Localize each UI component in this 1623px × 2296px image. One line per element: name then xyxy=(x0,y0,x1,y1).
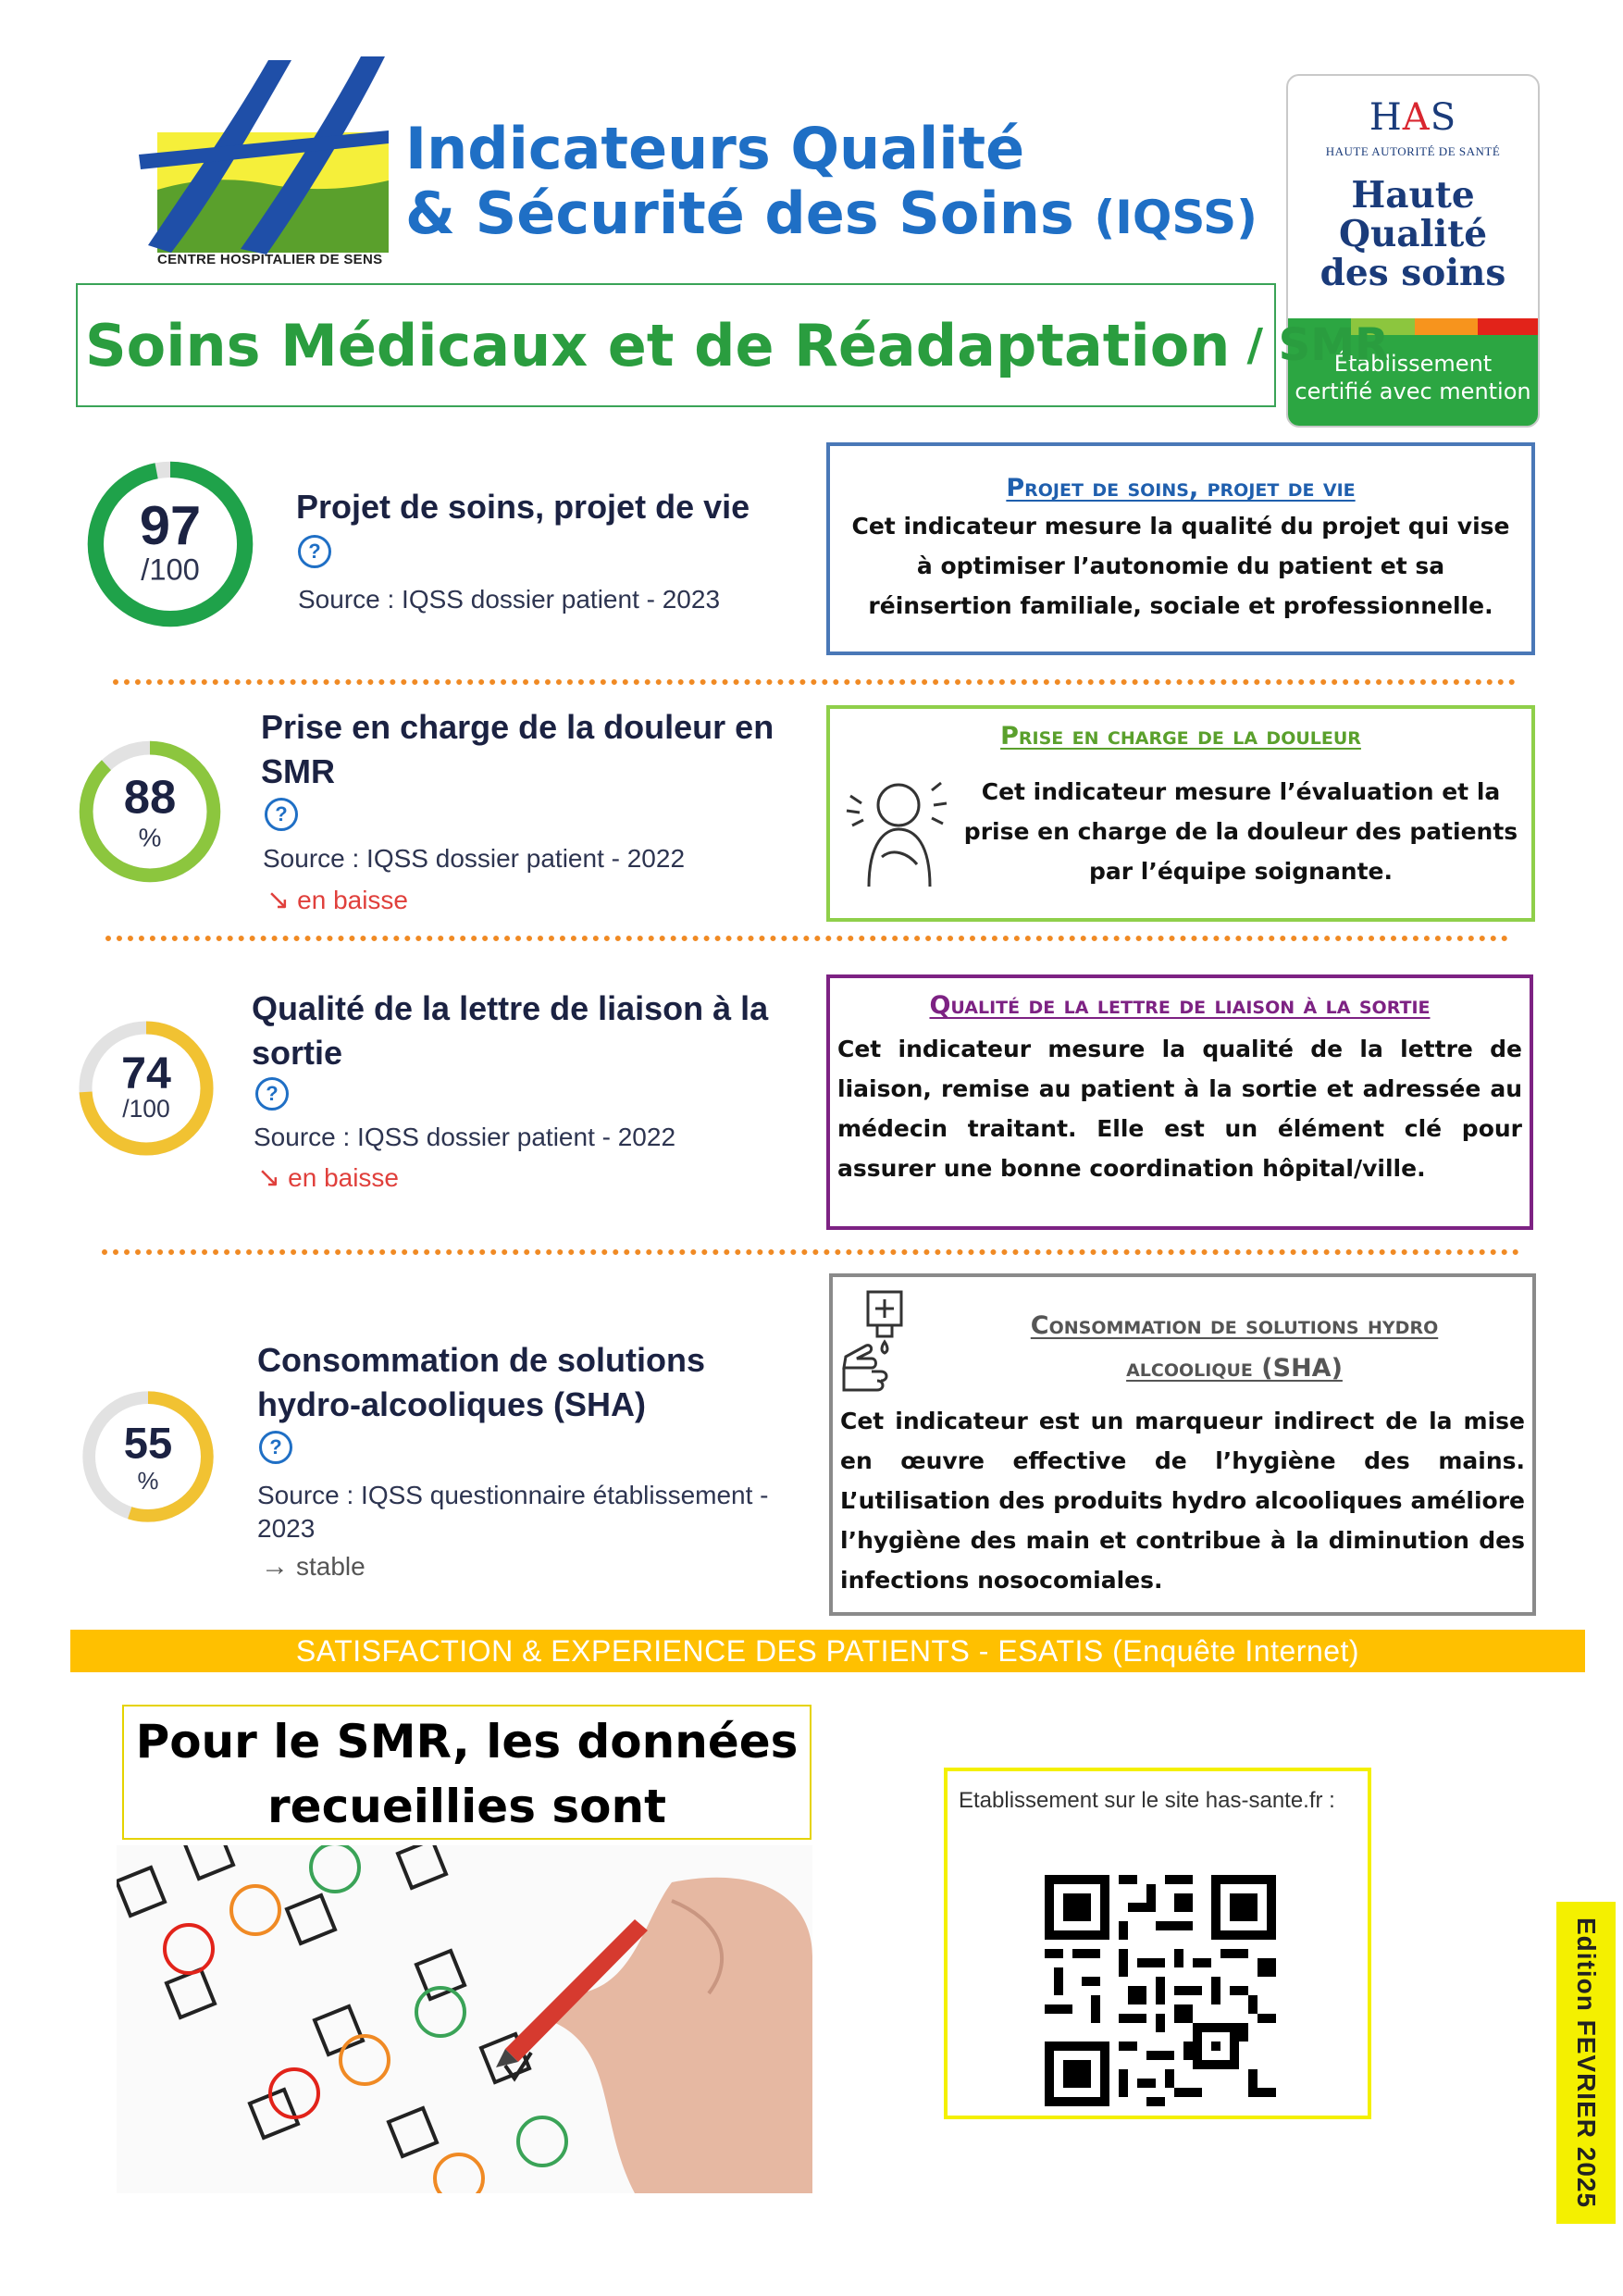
indicator-title-line1: Consommation de solutions xyxy=(257,1341,706,1379)
message-line1: Pour le SMR, les données xyxy=(135,1715,799,1769)
gauge-score: 55 xyxy=(123,1418,173,1468)
survey-checklist-image xyxy=(117,1845,812,2193)
has-cert-line2: certifié avec mention xyxy=(1295,379,1531,404)
has-label-line3: des soins xyxy=(1319,252,1506,294)
help-icon[interactable]: ? xyxy=(259,1431,292,1464)
qr-caption: Etablissement sur le site has-sante.fr : xyxy=(959,1788,1335,1813)
box-text: Cet indicateur mesure l’évaluation et la prise en charge de la douleur des patients par l’équipe soignante. xyxy=(963,778,1518,885)
indicator-title xyxy=(257,1338,812,1427)
trend-label: en baisse xyxy=(288,1163,400,1192)
trend-down-arrow-icon: ↘ xyxy=(257,1162,281,1193)
has-logo-h: H xyxy=(1369,96,1403,139)
hand-sanitizer-icon xyxy=(840,1288,929,1397)
has-cert-line1: Établissement xyxy=(1333,351,1493,377)
indicator-source: Source : IQSS dossier patient - 2023 xyxy=(298,585,721,614)
has-subtitle: HAUTE AUTORITÉ DE SANTÉ xyxy=(1325,144,1501,158)
help-icon[interactable]: ? xyxy=(255,1077,289,1111)
dotted-divider xyxy=(102,1249,1519,1255)
box-title: Projet de soins, projet de vie xyxy=(1006,474,1356,503)
header-title-text: & Sécurité des Soins xyxy=(405,180,1074,247)
indicator-title xyxy=(252,987,825,1075)
gauge-score: 88 xyxy=(123,770,177,824)
has-logo-a: A xyxy=(1402,96,1431,139)
indicator-title-line1: Qualité de la lettre de liaison à la xyxy=(252,989,769,1027)
trend-indicator xyxy=(266,884,408,916)
section-title-text: Soins Médicaux et de Réadaptation xyxy=(85,311,1231,379)
box-text: Cet indicateur mesure la qualité de la lettre de liaison, remise au patient à la sortie et adressée au médecin traitant. Elle est un élément clé pour assurer une bonne coordination hôpital/ville. xyxy=(837,1036,1522,1182)
indicator-title-line1: Projet de soins, projet de vie xyxy=(296,488,750,526)
has-label-line2: Qualité xyxy=(1338,213,1488,255)
indicator-source xyxy=(257,1479,769,1545)
indicator-title xyxy=(296,485,814,529)
box-text: Cet indicateur est un marqueur indirect de la mise en œuvre effective de l’hygiène des mains. L’utilisation des produits hydro alcooliques améliore l’hygiène des main et contribue à la diminution des infections nosocomiales. xyxy=(840,1408,1525,1594)
trend-down-arrow-icon: ↘ xyxy=(266,885,291,915)
has-label xyxy=(1288,176,1538,292)
edition-badge xyxy=(1556,1902,1616,2224)
indicator-description-box xyxy=(826,974,1533,1230)
score-gauge xyxy=(74,736,226,887)
hospital-logo xyxy=(130,51,398,273)
indicator-description-box xyxy=(826,442,1535,655)
score-gauge xyxy=(81,455,259,633)
dotted-divider xyxy=(113,679,1516,685)
header-title-line2 xyxy=(405,180,1258,247)
smr-insufficient-data-message xyxy=(122,1705,812,1840)
score-gauge xyxy=(78,1386,218,1527)
has-stripe-4 xyxy=(1478,318,1540,335)
indicator-description-box xyxy=(829,1273,1536,1616)
section-title xyxy=(76,283,1389,407)
help-icon[interactable]: ? xyxy=(298,535,331,568)
section-suffix: / SMR xyxy=(1246,319,1389,371)
indicator-title-line2: sortie xyxy=(252,1034,343,1072)
gauge-score: 97 xyxy=(139,494,202,556)
edition-label: Edition FEVRIER 2025 xyxy=(1572,1917,1601,2209)
gauge-score: 74 xyxy=(121,1049,171,1098)
indicator-title-line1: Prise en charge de la douleur en xyxy=(261,708,774,746)
trend-indicator xyxy=(261,1551,365,1582)
header-acronym: (IQSS) xyxy=(1094,191,1258,244)
indicator-source-line2: 2023 xyxy=(257,1514,316,1543)
indicator-title xyxy=(261,705,825,794)
has-label-line1: Haute xyxy=(1351,174,1475,217)
logo-caption: CENTRE HOSPITALIER DE SENS xyxy=(157,252,383,267)
header-title-line1: Indicateurs Qualité xyxy=(405,115,1025,182)
trend-stable-arrow-icon: → xyxy=(261,1551,289,1582)
indicator-title-line2: hydro-alcooliques (SHA) xyxy=(257,1385,647,1423)
has-logo-s: S xyxy=(1430,96,1457,139)
trend-label: stable xyxy=(296,1552,365,1581)
box-title: Qualité de la lettre de liaison à la sortie xyxy=(929,991,1431,1020)
gauge-unit: /100 xyxy=(122,1095,170,1123)
indicator-title-line2: SMR xyxy=(261,752,335,790)
indicator-source-line1: Source : IQSS questionnaire établissement - xyxy=(257,1481,769,1509)
trend-label: en baisse xyxy=(297,886,409,914)
gauge-unit: % xyxy=(137,1468,159,1495)
box-title-line2: alcoolique (SHA) xyxy=(1126,1354,1343,1383)
gauge-unit: % xyxy=(138,823,162,852)
box-text: Cet indicateur mesure la qualité du projet qui vise à optimiser l’autonomie du patient et sa réinsertion familiale, sociale et professionnelle. xyxy=(851,513,1510,619)
box-title xyxy=(944,1305,1525,1390)
indicator-description-box xyxy=(826,705,1535,922)
dotted-divider xyxy=(105,936,1508,941)
has-stripe-3 xyxy=(1415,318,1478,335)
help-icon[interactable]: ? xyxy=(265,798,298,831)
box-title-line1: Consommation de solutions hydro xyxy=(1030,1311,1439,1340)
message-line2: recueillies sont xyxy=(267,1780,666,1833)
indicator-source: Source : IQSS dossier patient - 2022 xyxy=(254,1123,676,1151)
qr-code-panel xyxy=(944,1768,1371,2119)
qr-code[interactable] xyxy=(1045,1875,1276,2106)
score-gauge xyxy=(74,1016,218,1160)
box-title: Prise en charge de la douleur xyxy=(1000,722,1361,751)
gauge-unit: /100 xyxy=(141,552,200,587)
trend-indicator xyxy=(257,1161,399,1194)
satisfaction-band: SATISFACTION & EXPERIENCE DES PATIENTS - ESATIS (Enquête Internet) xyxy=(70,1630,1585,1672)
indicator-source: Source : IQSS dossier patient - 2022 xyxy=(263,844,686,873)
has-certification-badge xyxy=(1286,74,1540,428)
has-logo xyxy=(1288,96,1538,139)
pain-icon xyxy=(841,768,952,888)
